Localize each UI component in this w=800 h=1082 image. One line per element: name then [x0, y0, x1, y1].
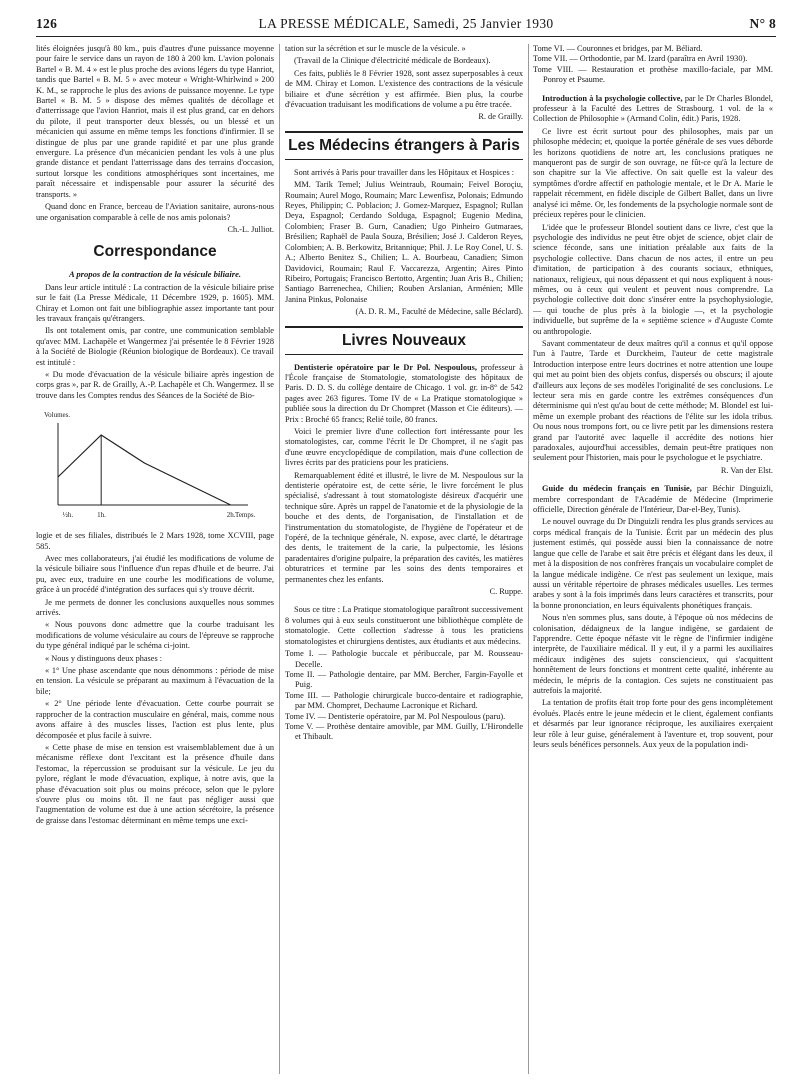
paragraph: La tentation de profits était trop forte pour des gens incomplètement évolués. Placés entre le jeune médecin et le client, également confiants et désarmés par leur ignorance réciproque, les auxiliaires exerçaient leur rôle à leur guise, généralement à l'aventure et, trop souvent, pour leurs seuls bénéfices personnels. Aux yeux de la population indi- — [533, 698, 773, 749]
paragraph: Voici le premier livre d'une collection fort intéressante pour les stomatologistes, car, comme l'écrit le Dr Chompret, il ne s'agit pas d'une œuvre encyclopédique de compilation, mais d'une collection de livres écrits par des praticiens pour les praticiens. — [285, 426, 523, 468]
paragraph: (A. D. R. M., Faculté de Médecine, salle Béclard). — [355, 307, 523, 317]
section-title-correspondance: Correspondance — [93, 243, 217, 261]
paragraph: tation sur la sécrétion et sur le muscle de la vésicule. » — [285, 44, 466, 53]
column-1 — [36, 44, 274, 1074]
signature: C. Ruppe. — [489, 587, 523, 597]
section-title-livres-nouveaux: Livres Nouveaux — [285, 326, 523, 355]
paragraph: Je me permets de donner les conclusions auxquelles nous sommes arrivés. — [36, 597, 274, 618]
publication-title: LA PRESSE MÉDICALE, Samedi, 25 Janvier 1930 — [258, 16, 554, 31]
paragraph: Quand donc en France, berceau de l'Aviation sanitaire, aurons-nous une organisation comparable à celle de nos amis polonais? — [36, 202, 274, 222]
tome-entry: Tome I. — Pathologie buccale et péribuccale, par M. Rousseau-Decelle. — [285, 649, 523, 669]
y-axis-label: Volumes. — [44, 411, 71, 420]
book-title: Guide du médecin français en Tunisie, — [542, 484, 692, 494]
book-entry — [533, 484, 773, 515]
paragraph: Dans leur article intitulé : La contraction de la vésicule biliaire prise sur le fait (La Presse Médicale, 11 Décembre 1929, p. 1605). MM. Chiray et Lomon ont fait une bibliographie assez importante tant pour les travaux français qu'étrangers. — [36, 282, 274, 323]
tome-entry: Tome VII. — Orthodontie, par M. Izard (paraîtra en Avril 1930). — [533, 54, 748, 64]
paragraph: « Cette phase de mise en tension est vraisemblablement due à un mécanisme réflexe dont l'excitant est la présence d'huile dans l'estomac, la répercussion se produisant sur la vésicule. Le jeu du pylore, réglant le mode d'évacuation, explique, à notre avis, que la phase d'évacuation soit plus ou moins précoce, selon que le pylore s'ouvre plus ou moins tôt. Il ne faut pas négliger aussi que l'augmentation de volume est due à une action sécrétoire, la présence de graisse dans l'estomac déterminant en même temps une exci- — [36, 742, 274, 825]
paragraph: « Nous pouvons donc admettre que la courbe traduisant les modifications de volume vésiculaire au cours de l'épreuve se rapproche du type général indiqué par le schéma ci-joint. — [36, 620, 274, 651]
paragraph: L'idée que le professeur Blondel soutient dans ce livre, c'est que la psychologie des individus ne peut être objet de science, objet clair de science féconde, sans une initiation préalable aux faits de la psychologie collective. Dans chacun de nos actes, il entre un peu d'imitation, de participation à des courants sociaux, ethniques, nationaux, religieux, qui nous dépassent et qui nous expliquent à nous-mêmes, ou à ceux qui veulent et peuvent nous comprendre. La psychologie collective doit donc s'insérer entre la psychophysiologie, — qui touche de plus près à la biologie —, et la psychologie individuelle, but suprême de la « septième science » d'Auguste Comte ou anthropologie. — [533, 222, 773, 336]
page-header — [36, 14, 776, 37]
page-number: 126 — [36, 16, 58, 31]
tome-entry: Tome III. — Pathologie chirurgicale bucco-dentaire et radiographie, par MM. Chompret, Dechaume Lacronique et Richard. — [285, 690, 523, 711]
tome-entry: Tome VI. — Couronnes et bridges, par M. Béliard. — [533, 44, 703, 53]
paragraph: (Travail de la Clinique d'électricité médicale de Bordeaux). — [294, 56, 491, 66]
paragraph: Sous ce titre : La Pratique stomatologique paraîtront successivement 8 volumes qui à eux seuls constitueront une bibliothèque complète de stomatologie. Cette collection s'adresse à tous les praticiens stomatologistes et chirurgiens dentistes, aux étudiants et aux médecins. — [285, 605, 523, 646]
paragraph: Le nouvel ouvrage du Dr Dinguizli rendra les plus grands services au corps médical français de la Tunisie. Écrit par un médecin des plus justement estimés, qui possède aussi bien la connaissance de notre langue que celle de l'arabe et sait être précis et élégant dans les deux, il met à la disposition de nos confrères français un vocabulaire complet de la langue médicale indigène. Ce n'est pas seulement un lexique, mais aussi un véritable répertoire de phrases médicales usuelles. Les termes arabes y sont à la fois imprimés dans leurs caractères et transcrits, pour la bonne prononciation, en leurs équivalents phonétiques français. — [533, 517, 773, 610]
tome-entry: Tome IV. — Dentisterie opératoire, par M. Pol Nespoulous (paru). — [285, 711, 506, 721]
x-tick-label: 1h. — [97, 511, 106, 520]
column-3 — [533, 44, 773, 1074]
signature: R. Van der Elst. — [720, 465, 773, 475]
paragraph: Ces faits, publiés le 8 Février 1928, sont assez superposables à ceux de MM. Chiray et Lomon. L'existence des contractions de la vésicule biliaire et d'une sécrétion y est affirmée. Bien plus, la courbe d'évacuation traduisant les modifications de volume a pu être tracée. — [285, 68, 523, 110]
x-tick-label: 2h. — [226, 511, 236, 520]
paragraph: Sont arrivés à Paris pour travailler dans les Hôpitaux et Hospices : — [294, 167, 515, 177]
chart-canvas — [36, 405, 274, 525]
volume-curve — [58, 435, 231, 505]
book-title: Dentisterie opératoire par le Dr Pol. Nespoulous, — [294, 362, 477, 372]
book-details: par le Dr Charles Blondel, professeur à la Faculté des Lettres de Strasbourg. 1 vol. de la « Collection de Philosophie » (Armand Colin, édit.) Paris, 1928. — [533, 93, 773, 124]
book-details: par Béchir Dinguizli, membre correspondant de l'Académie de Médecine (Imprimerie officielle, Direction générale de l'Intérieur, Dar-el-Bey, Tunis). — [533, 484, 773, 515]
chart-svg — [36, 405, 274, 525]
x-axis-label: Temps. — [235, 511, 256, 520]
signature: R. de Grailly. — [478, 112, 523, 122]
paragraph: Ils ont totalement omis, par contre, une communication semblable qu'avec MM. Lachapèle et Wangermez j'ai présentée le 8 Février 1928 à la Société de Biologie (Réunion biologique de Bordeaux). Ce travail est intitulé : — [36, 326, 274, 367]
issue-number: N° 8 — [749, 16, 776, 31]
paragraph: Remarquablement édité et illustré, le livre de M. Nespoulous sur la dentisterie opératoire est, de cette série, le livre forcément le plus spécialisé, s'adressant à tout stomatologiste désireux d'acquérir une technique sûre. Après un rappel de l'anatomie et de la physiologie de la bouche et des dents, de l'organisation, de l'installation et de l'instrumentation du stomatologiste, de l'hygiène de l'opérateur et de l'opéré, de la technique générale, N. expose, avec clarté, le détartrage des dents, le traitement de la carie, la pulpectomie, les lésions paradentaires d'origine pulpaire, la préparation des cavités, les matières obturatrices et termine par les soins des dents temporaires et permanentes chez les enfants. — [285, 470, 523, 584]
paragraph: « Du mode d'évacuation de la vésicule biliaire après ingestion de corps gras », par R. de Grailly, A.-P. Lachapèle et Ch. Wangermez. Il se trouve dans les Comptes rendus des Séances de la Société de Bio- — [36, 369, 274, 400]
tome-entry: Tome V. — Prothèse dentaire amovible, par MM. Guilly, L'Hirondelle et Thibault. — [285, 721, 523, 742]
book-details: professeur à l'École française de Stomatologie, stomatologiste des hôpitaux de Paris. D. D. S. du collège dentaire de Chicago. 1 vol. gr. in-8° de 542 pages avec 263 figures. Tome IV de « La Pratique stomatologique » publiée sous la direction du Dr Chompret (Masson et Cie éditeurs). — Prix : Broché 65 francs; Relié toile, 80 francs. — [285, 362, 523, 424]
signature: Ch.-L. Julliot. — [227, 224, 274, 234]
section-title-medecins-etrangers: Les Médecins étrangers à Paris — [285, 131, 523, 160]
volume-time-chart — [36, 405, 274, 525]
book-entry — [533, 94, 773, 125]
paragraph: « 1° Une phase ascendante que nous dénommons : période de mise en tension. La vésicule se préparant au maximum à l'évacuation de la bile; — [36, 666, 274, 696]
column-rule-2 — [528, 44, 529, 1074]
tome-entry: Tome VIII. — Restauration et prothèse maxillo-faciale, par MM. Ponroy et Psaume. — [533, 64, 773, 85]
paragraph: lités éloignées jusqu'à 80 km., puis d'autres d'une puissance moyenne pour faire le service dans un rayon de 180 à 200 km. L'avion polonais Bartel « B. M. 4 » est le plus proche des avions légers du type Hanriot, tandis que Bartel « B. M. 5 » avec moteur « Wright-Whirlwind » 200 K. M., se rapproche le plus des avions de puissance moyenne. Le type Bartel « B. M. 5 » dispose des mêmes qualités de décollage et d'atterrissage que l'avion Hanriot, mais il est plus grand, car en dehors du pilote, il peut transporter deux blessés, ou un blessé et un mécanicien qui assume en même temps les fonctions d'infirmier. Il se distingue de plus par une grande rapidité et par une plus grande envergure. La présence d'un mécanicien pendant les vols à une plus grande distance et pendant l'atterrissage dans des terrains d'occasion, surtout lorsque les conditions atmosphériques sont incertaines, me paraît nécessaire et indispensable pour assurer la sécurité des transports. » — [36, 44, 274, 199]
paragraph: MM. Tarik Temel; Julius Weintraub, Roumain; Feivel Boroçiu, Roumain; Aurel Mogo, Roumain; Marc Lewenfisz, Polonais; Edmundo Reyes, Philippin; C. Poblacion; J. Gomez-Marquez, Espagnol; Rullan Deya, Espagnol; Cerdando Solduga, Espagnol; Eugenio Medina, Colombien; Fraser B. Gurn, Canadien; Ugo Pinheiro Gutmaraes, Brésilien; Raphaël de Paula Souza, Brésilien; José J. Calderon Reyes, Colombien; A. B. Berkowitz, Britannique; Phil. J. Le Roy Conel, U. S. A.; Alberto Benitez S., Chilien; L. A. Bourbeau, Canadien; Simon Davidovici, Roumain; Raul F. Vaccarezza, Argentin; Aires Pinto Ribeiro, Portugais; Francisco Bertotto, Argentin; Juan Aris B., Chilien; Santiago Barrenechea, Chilien; Rouben Arslanian, Arménien; Mlle Janina Pinkus, Polonaise — [285, 180, 523, 304]
x-tick-label: ½h. — [62, 511, 74, 520]
paragraph: « Nous y distinguons deux phases : — [45, 653, 163, 663]
column-rule-1 — [279, 44, 280, 1074]
book-title: Introduction à la psychologie collective, — [542, 93, 683, 103]
article-title: A propos de la contraction de la vésicule biliaire. — [68, 269, 242, 280]
paragraph: « 2° Une période lente d'évacuation. Cette courbe pourrait se rapprocher de la contraction musculaire en général, mais, comme nous avons affaire à des muscles lisses, l'action est plus lente, plus décomposée et plus facile à suivre. — [36, 699, 274, 740]
paragraph: Nous n'en sommes plus, sans doute, à l'époque où nos médecins de colonisation, dédaigneux de la langue indigène, se gardaient de l'apprendre. Cette époque néfaste vit le règne de l'infirmier indigène interprète, de l'auxiliaire médical. Il y eut, il y a parmi les auxiliaires médicaux indigènes des sujets consciencieux, qui s'acquittent honnêtement de leurs fonctions et montrent cette qualité, inhérente au médecin, le mépris de la contagion. Ces sujets ne constituaient pas autrefois la majorité. — [533, 613, 773, 695]
paragraph: Ce livre est écrit surtout pour des philosophes, mais par un philosophe médecin; et, quoique la portée générale de ses vues déborde les horizons quotidiens de notre art, les conclusions pratiques ne manqueront pas de surgir de son ouvrage, ne fût-ce qu'à la lecture de son chapitre sur la Vie affective. On sait quelle est la valeur des symptômes d'ordre affectif en pathologie mentale, et le Dr A. Marie le rappelait récemment, en fidèle disciple de Gilbert Ballet, dans un livre analysé ici même. Or, les fondements de la psychologie normale sont de précieux repères pour le clinicien. — [533, 126, 773, 220]
column-2 — [285, 44, 523, 1074]
paragraph: Savant commentateur de deux maîtres qu'il a connus et qu'il oppose l'un à l'autre, Tarde et Durckheim, l'auteur de cette magistrale Introduction interpose entre leurs doctrines et notre attention une loupe qui met au point bien des objets confus, dispersés ou obscurs; il ajoute d'ailleurs aux leçons de ses modèles l'originalité de ses conclusions. Le lecteur sera mis en garde contre les extrêmes conséquences d'un déterminisme qui n'est qu'au bout de cette méthode; M. Blondel est lui-même un exemple probant des réactions de l'élite sur les idola tribus. Ou nous nous trompons fort, ou ce livre petit par les dimensions restera grand par l'autorité avec laquelle il accrédite des notions hier paradoxales, aujourd'hui accessibles, demain peut-être pratiques non seulement pour l'historien, mais pour le psychologue et le psychiatre. — [533, 338, 773, 463]
paragraph: logie et de ses filiales, distribués le 2 Mars 1928, tome XCVIII, page 585. — [36, 531, 274, 551]
paragraph: Avec mes collaborateurs, j'ai étudié les modifications de volume de la vésicule biliaire sous l'influence d'un repas d'huile et de beurre. J'ai pu, avec eux, traduire en une courbe les modifications de volume, grâce à un procédé d'intégration des surfaces qui s'y trouve décrit. — [36, 554, 274, 595]
book-entry — [285, 363, 523, 425]
tome-entry: Tome II. — Pathologie dentaire, par MM. Bercher, Fargin-Fayolle et Puig. — [285, 669, 523, 690]
